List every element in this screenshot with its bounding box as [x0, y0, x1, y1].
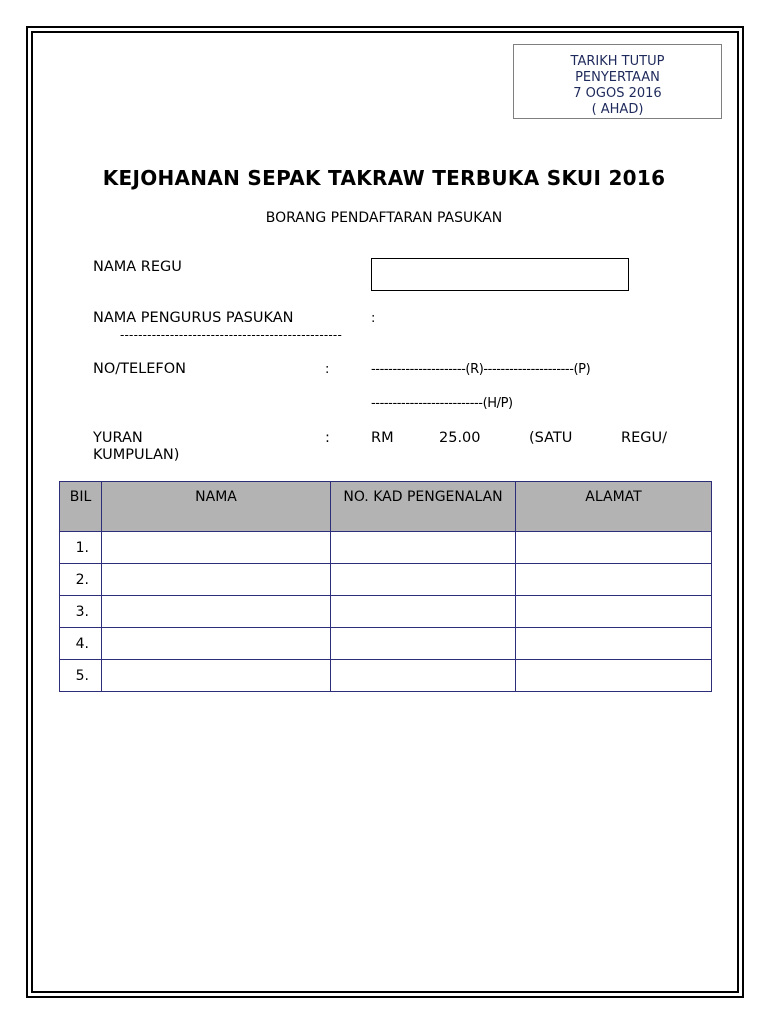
address-cell[interactable]: [516, 628, 712, 660]
table-row: [60, 564, 712, 596]
row-number: 1.: [60, 532, 102, 564]
table-row: [60, 596, 712, 628]
name-cell[interactable]: [102, 564, 331, 596]
team-name-label: NAMA REGU: [93, 259, 182, 275]
manager-fill-line[interactable]: -------------------------------------------------: [120, 328, 342, 342]
header-ic: NO. KAD PENGENALAN: [331, 482, 516, 532]
ic-cell[interactable]: [331, 596, 516, 628]
fee-unit-satu: (SATU: [529, 430, 573, 446]
name-cell[interactable]: [102, 660, 331, 692]
manager-colon: :: [371, 311, 376, 326]
name-cell[interactable]: [102, 596, 331, 628]
phone-fill-line-1[interactable]: ----------------------(R)---------------------(P): [371, 362, 591, 377]
deadline-line-2: PENYERTAAN: [575, 70, 660, 85]
team-name-field[interactable]: [371, 258, 629, 291]
address-cell[interactable]: [516, 596, 712, 628]
header-bil: BIL: [60, 482, 102, 532]
row-number: 3.: [60, 596, 102, 628]
row-number: 5.: [60, 660, 102, 692]
ic-cell[interactable]: [331, 660, 516, 692]
table-row: [60, 628, 712, 660]
fee-unit-kumpulan: KUMPULAN): [93, 447, 180, 463]
fee-currency: RM: [371, 430, 394, 446]
fee-colon: :: [325, 430, 330, 446]
name-cell[interactable]: [102, 628, 331, 660]
row-number: 4.: [60, 628, 102, 660]
table-row: [60, 532, 712, 564]
document-title: KEJOHANAN SEPAK TAKRAW TERBUKA SKUI 2016: [102, 166, 666, 190]
address-cell[interactable]: [516, 660, 712, 692]
phone-label: NO/TELEFON: [93, 361, 187, 377]
name-cell[interactable]: [102, 532, 331, 564]
header-nama: NAMA: [102, 482, 331, 532]
members-table: [59, 481, 712, 692]
fee-label: YURAN: [93, 430, 143, 446]
header-alamat: ALAMAT: [516, 482, 712, 532]
manager-label: NAMA PENGURUS PASUKAN: [93, 310, 294, 326]
document-subtitle: BORANG PENDAFTARAN PASUKAN: [265, 210, 503, 226]
table-header-row: [60, 482, 712, 532]
row-number: 2.: [60, 564, 102, 596]
deadline-box: [513, 44, 722, 119]
deadline-line-3: 7 OGOS 2016: [573, 86, 662, 101]
address-cell[interactable]: [516, 532, 712, 564]
fee-unit-regu: REGU/: [621, 430, 667, 446]
phone-colon: :: [325, 362, 330, 377]
address-cell[interactable]: [516, 564, 712, 596]
deadline-line-4: ( AHAD): [591, 102, 644, 117]
phone-fill-line-2[interactable]: --------------------------(H/P): [371, 396, 513, 411]
ic-cell[interactable]: [331, 532, 516, 564]
ic-cell[interactable]: [331, 628, 516, 660]
fee-amount: 25.00: [439, 430, 481, 446]
ic-cell[interactable]: [331, 564, 516, 596]
table-row: [60, 660, 712, 692]
deadline-line-1: TARIKH TUTUP: [570, 54, 665, 69]
